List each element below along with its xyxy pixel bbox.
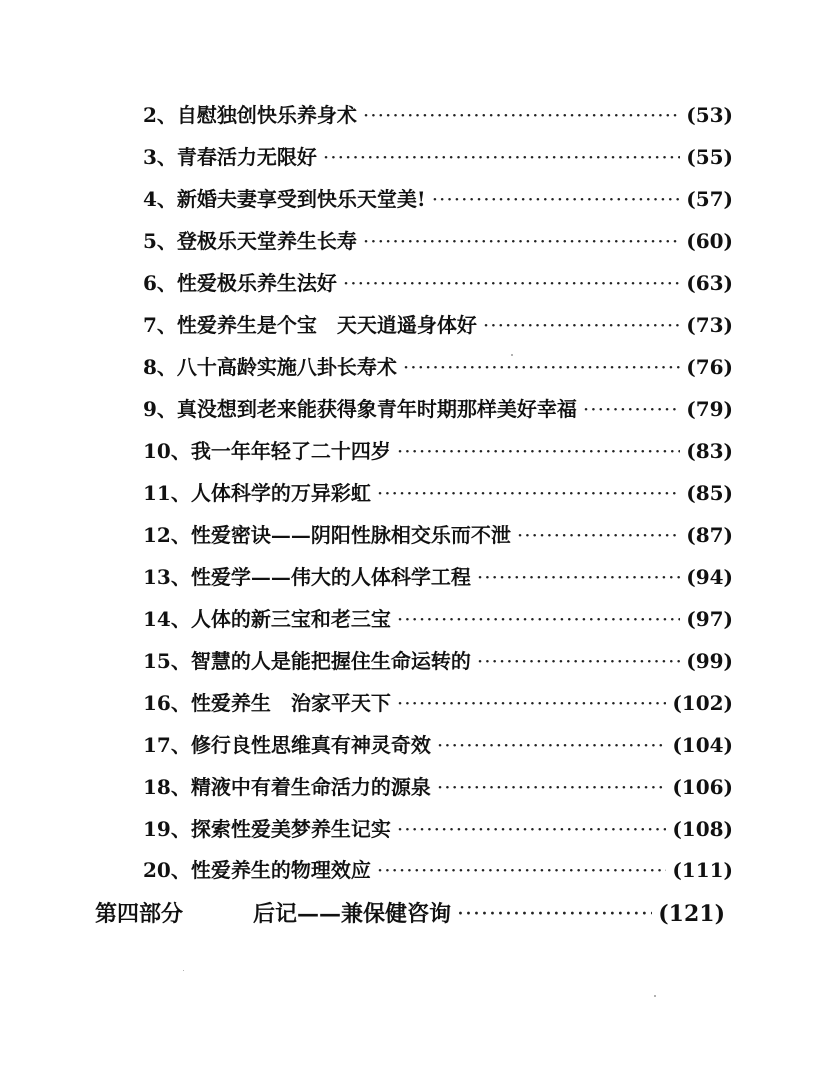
toc-entry-page: (87) bbox=[686, 523, 733, 547]
toc-part-title: 后记——兼保健咨询 bbox=[253, 901, 452, 927]
dot-leader bbox=[397, 688, 666, 718]
toc-entry-page: (79) bbox=[686, 397, 733, 421]
toc-entry bbox=[143, 436, 733, 466]
toc-entry-title: 9、真没想到老来能获得象青年时期那样美好幸福 bbox=[143, 397, 577, 421]
toc-entry-page: (73) bbox=[686, 313, 733, 337]
toc-entry bbox=[143, 814, 733, 844]
dot-leader bbox=[517, 520, 680, 550]
toc-entry bbox=[143, 604, 733, 634]
toc-entry-title: 19、探索性爱美梦养生记实 bbox=[143, 817, 391, 841]
scan-speck bbox=[183, 970, 184, 971]
dot-leader bbox=[363, 100, 680, 130]
dot-leader bbox=[397, 814, 666, 844]
toc-entry bbox=[143, 730, 733, 760]
toc-entry-title: 12、性爱密诀——阴阳性脉相交乐而不泄 bbox=[143, 523, 511, 547]
dot-leader bbox=[323, 142, 680, 172]
toc-entry-title: 18、精液中有着生命活力的源泉 bbox=[143, 775, 431, 799]
toc-entry-title: 5、登极乐天堂养生长寿 bbox=[143, 229, 357, 253]
toc-entry-page: (53) bbox=[686, 103, 733, 127]
toc-entry bbox=[143, 100, 733, 130]
toc-entry bbox=[143, 184, 733, 214]
toc-entry-page: (63) bbox=[686, 271, 733, 295]
toc-entry-title: 13、性爱学——伟大的人体科学工程 bbox=[143, 565, 471, 589]
dot-leader bbox=[483, 310, 680, 340]
toc-entry-title: 17、修行良性思维真有神灵奇效 bbox=[143, 733, 431, 757]
toc-entry-page: (94) bbox=[686, 565, 733, 589]
toc-entry-page: (97) bbox=[686, 607, 733, 631]
toc-entry-title: 11、人体科学的万异彩虹 bbox=[143, 481, 371, 505]
toc-entry-page: (76) bbox=[686, 355, 733, 379]
dot-leader bbox=[583, 394, 680, 424]
toc-part-label: 第四部分 bbox=[95, 901, 184, 927]
toc-entry-title: 14、人体的新三宝和老三宝 bbox=[143, 607, 391, 631]
toc-entry bbox=[143, 310, 733, 340]
toc-entry bbox=[143, 352, 733, 382]
toc-entry bbox=[143, 226, 733, 256]
toc-entry-title: 3、青春活力无限好 bbox=[143, 145, 317, 169]
toc-entry-title: 8、八十高龄实施八卦长寿术 bbox=[143, 355, 397, 379]
toc-entry-title: 16、性爱养生 治家平天下 bbox=[143, 691, 391, 715]
dot-leader bbox=[437, 772, 666, 802]
toc-entry bbox=[143, 520, 733, 550]
toc-entry-page: (83) bbox=[686, 439, 733, 463]
toc-entry-page: (104) bbox=[672, 733, 733, 757]
dot-leader bbox=[477, 562, 680, 592]
scan-speck bbox=[654, 995, 656, 997]
dot-leader bbox=[377, 478, 680, 508]
dot-leader bbox=[477, 646, 680, 676]
toc-entry-page: (106) bbox=[672, 775, 733, 799]
toc-entry-title: 6、性爱极乐养生法好 bbox=[143, 271, 337, 295]
toc-entry bbox=[143, 394, 733, 424]
toc-entry-title: 15、智慧的人是能把握住生命运转的 bbox=[143, 649, 471, 673]
toc-entry bbox=[143, 688, 733, 718]
toc-entry-title: 7、性爱养生是个宝 天天逍遥身体好 bbox=[143, 313, 477, 337]
dot-leader bbox=[432, 184, 681, 214]
scan-speck bbox=[511, 354, 513, 356]
toc-entry bbox=[143, 478, 733, 508]
toc-entry-title: 2、自慰独创快乐养身术 bbox=[143, 103, 357, 127]
toc-entry bbox=[143, 772, 733, 802]
toc-entry bbox=[143, 268, 733, 298]
toc-entry bbox=[143, 562, 733, 592]
toc-entry-title: 10、我一年年轻了二十四岁 bbox=[143, 439, 391, 463]
toc-entry-page: (55) bbox=[686, 145, 733, 169]
toc-entry bbox=[143, 855, 733, 885]
dot-leader bbox=[397, 436, 680, 466]
toc-entry-title: 4、新婚夫妻享受到快乐天堂美! bbox=[143, 187, 426, 211]
toc-part-entry bbox=[95, 899, 725, 929]
toc-entry-title: 20、性爱养生的物理效应 bbox=[143, 858, 371, 882]
dot-leader bbox=[457, 900, 652, 930]
toc-entry-page: (102) bbox=[672, 691, 733, 715]
toc-entry-page: (60) bbox=[686, 229, 733, 253]
dot-leader bbox=[363, 226, 680, 256]
toc-entry-page: (85) bbox=[686, 481, 733, 505]
toc-entry-page: (57) bbox=[686, 187, 733, 211]
toc-entry-page: (99) bbox=[686, 649, 733, 673]
toc-entry-page: (111) bbox=[672, 858, 733, 882]
dot-leader bbox=[437, 730, 666, 760]
dot-leader bbox=[377, 855, 666, 885]
dot-leader bbox=[403, 352, 680, 382]
toc-entry bbox=[143, 142, 733, 172]
toc-entry bbox=[143, 646, 733, 676]
toc-entry-page: (108) bbox=[672, 817, 733, 841]
toc-part-page: (121) bbox=[658, 901, 725, 927]
dot-leader bbox=[397, 604, 680, 634]
dot-leader bbox=[343, 268, 680, 298]
